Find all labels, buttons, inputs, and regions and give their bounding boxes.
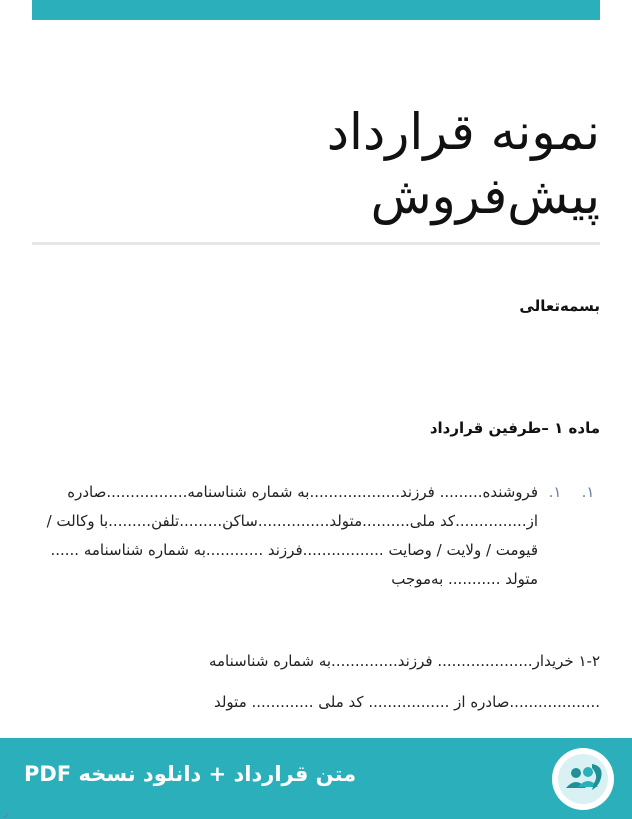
top-accent-bar xyxy=(32,0,600,20)
users-chat-icon[interactable] xyxy=(552,748,614,810)
download-banner-text[interactable]: متن قرارداد + دانلود نسخه PDF xyxy=(24,762,357,786)
seller-list-item xyxy=(40,478,600,594)
basmala-heading: بسمه‌تعالی xyxy=(519,297,600,315)
buyer-clause-line2: ...................صادره از ................. کد ملی ............. متولد xyxy=(213,693,600,711)
page-title-line1: نمونه قرارداد xyxy=(326,102,600,161)
page-title xyxy=(80,100,600,228)
corner-mark: ر xyxy=(4,808,8,817)
page-title-line2: پیش‌فروش xyxy=(370,166,600,225)
buyer-clause-line1: ۱-۲ خریدار.................... فرزند..............به شماره شناسنامه xyxy=(208,652,600,670)
title-divider xyxy=(32,242,600,245)
list-marker-outer: ۱. xyxy=(581,483,595,501)
list-marker-inner: ۱. xyxy=(548,483,562,501)
seller-clause-text: فروشنده......... فرزند...................به شماره شناسنامه.................صادره از...............کد ملی..........متولد...............ساکن.........تلفن.........با وکالت / قیومت / ولایت / وصایت .................فرزند ............به شماره شناسنامه ...... متولد ........... به‌موجب xyxy=(46,483,538,588)
article-1-heading: ماده ۱ –طرفین قرارداد xyxy=(429,419,600,437)
